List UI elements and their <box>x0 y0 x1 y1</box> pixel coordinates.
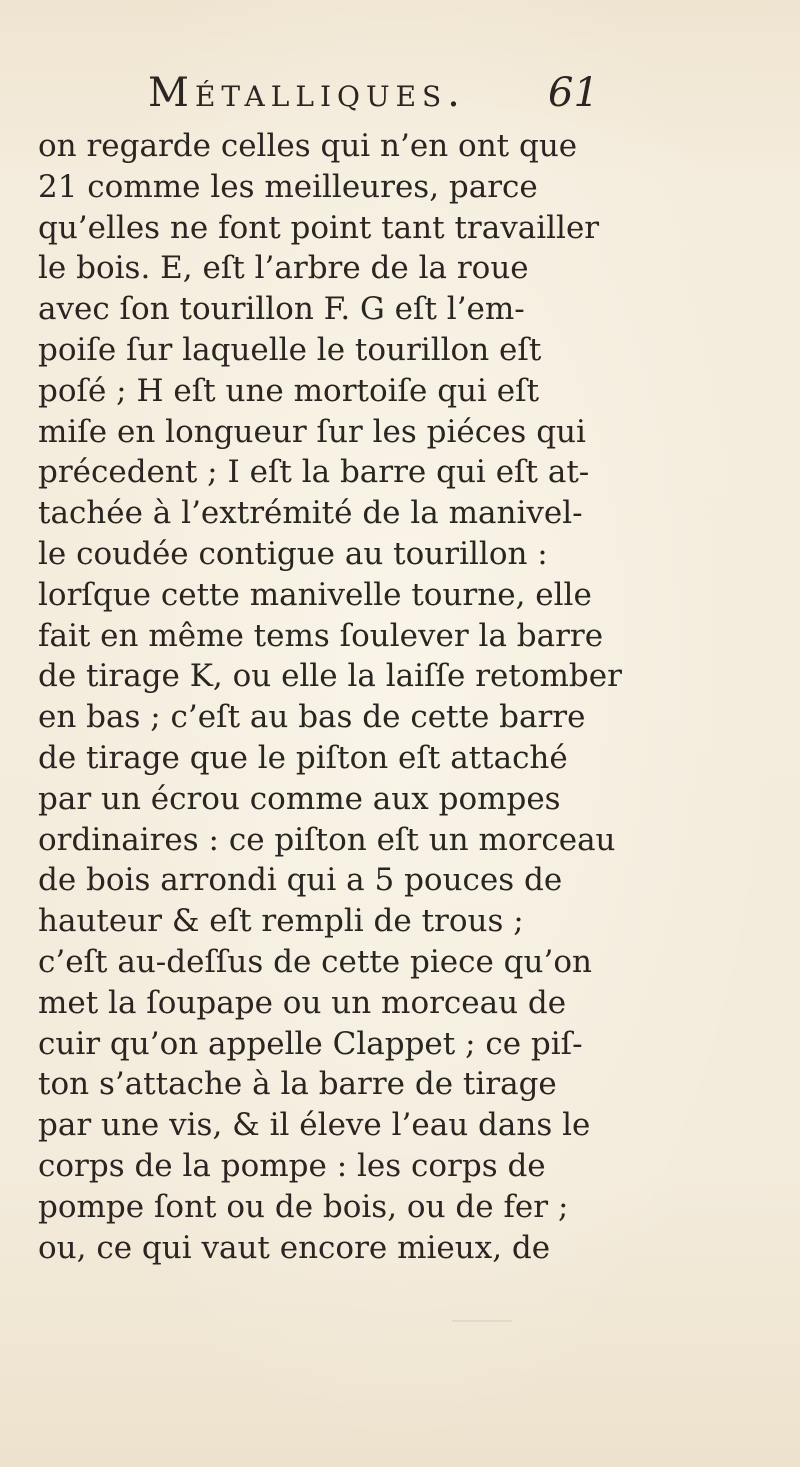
text-line: 21 comme les meilleures, parce <box>38 168 538 205</box>
text-line: en bas ; c’eſt au bas de cette barre <box>38 699 586 736</box>
text-line: met la ſoupape ou un morceau de <box>38 984 567 1021</box>
text-line: lorſque cette manivelle tourne, elle <box>38 576 592 613</box>
text-line: cuir qu’on appelle Clappet ; ce piſ- <box>38 1025 583 1062</box>
page-number: 61 <box>548 70 599 116</box>
text-line: ou, ce qui vaut encore mieux, de <box>38 1229 551 1266</box>
text-line: de tirage K, ou elle la laiſſe retomber <box>38 658 622 695</box>
text-line: fait en même tems ſoulever la barre <box>38 617 604 654</box>
running-title: Métalliques. <box>148 70 466 116</box>
text-line: poiſe ſur laquelle le tourillon eſt <box>38 331 542 368</box>
text-line: de tirage que le piſton eſt attaché <box>38 739 568 776</box>
text-line: miſe en longueur ſur les piéces qui <box>38 413 586 450</box>
text-line: le coudée contigue au tourillon : <box>38 535 548 572</box>
text-line: pompe ſont ou de bois, ou de fer ; <box>38 1188 569 1225</box>
body-text <box>38 126 622 1268</box>
text-line: qu’elles ne font point tant travailler <box>38 209 600 246</box>
text-line: précedent ; I eſt la barre qui eſt at- <box>38 454 590 491</box>
text-line: ton s’attache à la barre de tirage <box>38 1066 557 1103</box>
text-line: poſé ; H eſt une mortoiſe qui eſt <box>38 372 540 409</box>
text-line: ordinaires : ce piſton eſt un morceau <box>38 821 616 858</box>
text-line: c’eſt au-deſſus de cette piece qu’on <box>38 943 592 980</box>
text-line: hauteur & eſt rempli de trous ; <box>38 903 524 940</box>
paper-mark <box>452 1320 512 1322</box>
page-header <box>148 70 608 120</box>
text-line: on regarde celles qui n’en ont que <box>38 128 578 164</box>
text-line: par un écrou comme aux pompes <box>38 780 561 817</box>
text-line: corps de la pompe : les corps de <box>38 1147 546 1184</box>
text-line: par une vis, & il éleve l’eau dans le <box>38 1107 591 1144</box>
text-line: avec ſon tourillon F. G eſt l’em- <box>38 291 525 328</box>
text-line: le bois. E, eſt l’arbre de la roue <box>38 250 529 287</box>
text-line: tachée à l’extrémité de la manivel- <box>38 495 583 532</box>
text-line: de bois arrondi qui a 5 pouces de <box>38 862 563 899</box>
